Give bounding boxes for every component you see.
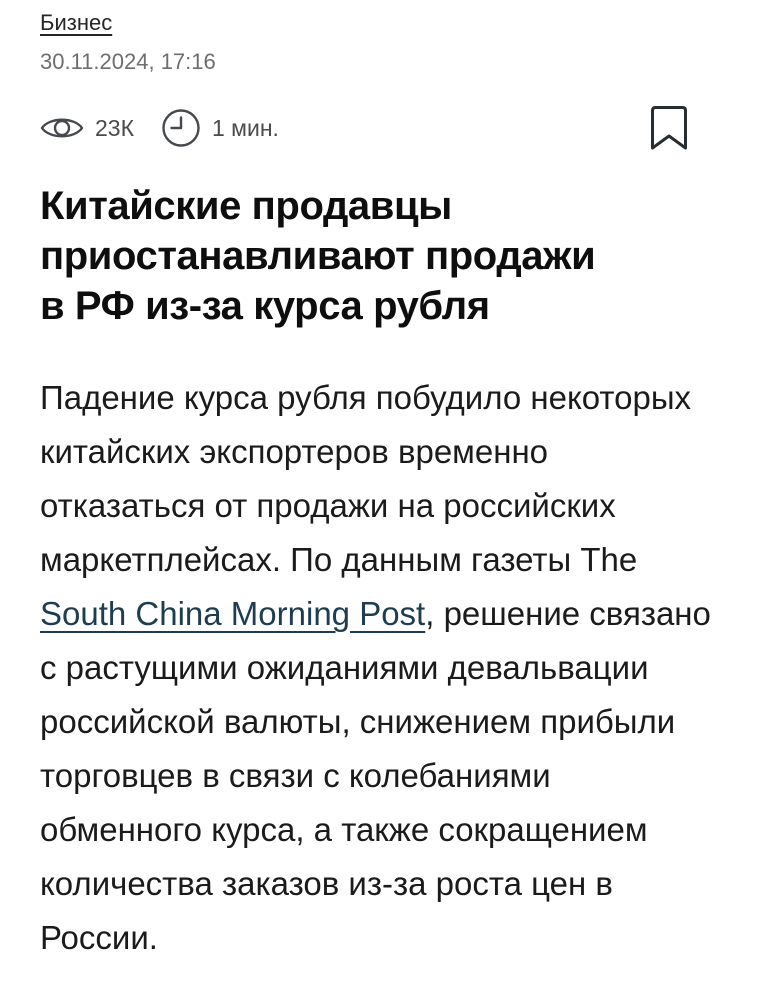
bookmark-button[interactable] [650,105,688,151]
paragraph-text: России. [40,919,158,956]
paragraph-text: обменного курса, а также сокращением [40,811,648,848]
eye-icon [40,113,84,143]
paragraph-text: Падение курса рубля побудило некоторых [40,379,692,416]
read-time [161,108,279,148]
article-title: Китайские продавцы приостанавливают продажи в РФ из-за курса рубля [40,184,596,328]
article-meta-row [40,107,718,149]
views-counter [40,113,134,143]
paragraph-text: с растущими ожиданиями девальвации [40,649,649,686]
views-count: 23К [95,114,134,141]
scmp-link[interactable]: South China Morning Post [40,595,426,632]
bookmark-icon [650,139,688,154]
paragraph-text: маркетплейсах. По данным газеты The [40,541,638,578]
paragraph-text: отказаться от продажи на российских [40,487,616,524]
paragraph-text: количества заказов из-за роста цен в [40,865,613,902]
paragraph-text: , решение связано [425,595,711,632]
paragraph-text: китайских экспортеров временно [40,433,549,470]
clock-icon [161,108,201,148]
read-time-label: 1 мин. [211,114,279,141]
publish-date: 30.11.2024, 17:16 [40,49,216,74]
category-link[interactable]: Бизнес [40,10,113,35]
article-paragraph [40,371,718,965]
paragraph-text: торговцев в связи с колебаниями [40,757,551,794]
paragraph-text: российской валюты, снижением прибыли [40,703,676,740]
